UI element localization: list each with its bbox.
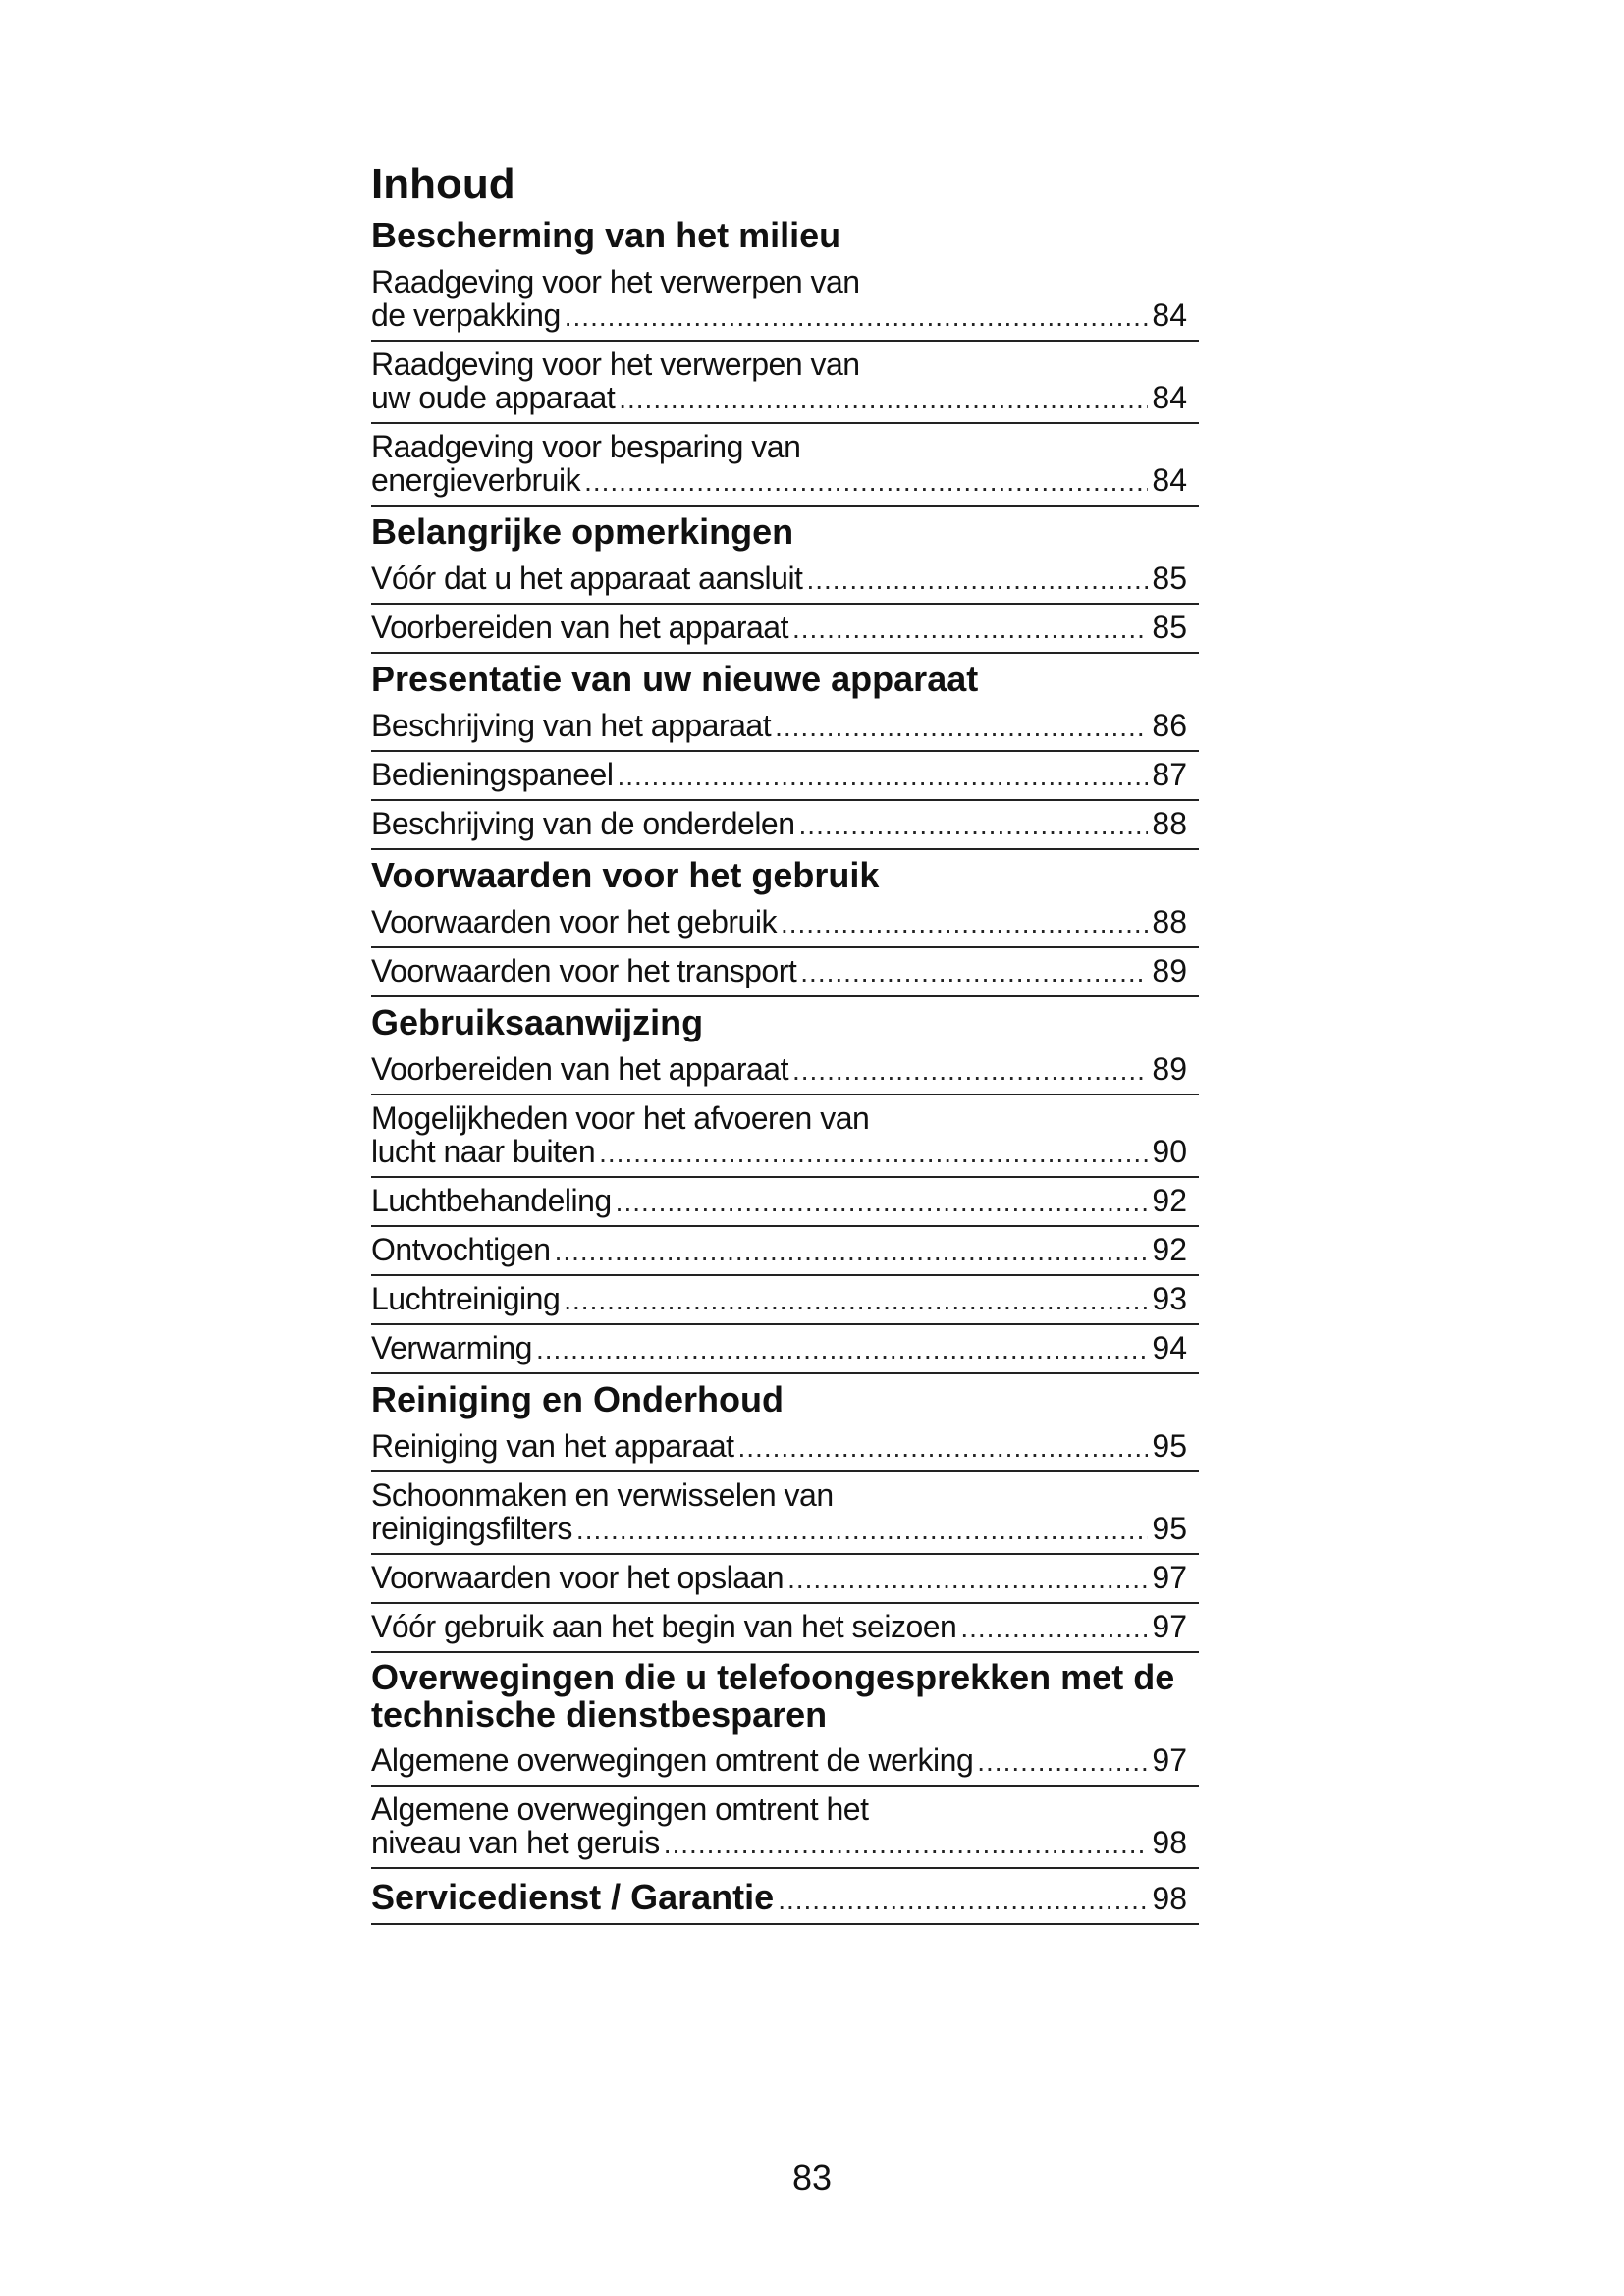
section-heading: Gebruiksaanwijzing — [371, 1002, 704, 1042]
entry-text-line1: Schoonmaken en verwisselen van — [371, 1477, 834, 1513]
toc-entry[interactable] — [371, 1325, 1199, 1374]
dot-leader — [564, 1284, 1148, 1317]
entry-text: Voorwaarden voor het opslaan — [371, 1560, 785, 1595]
entry-text: Voorbereiden van het apparaat — [371, 1051, 788, 1087]
entry-text: uw oude apparaat — [371, 380, 616, 415]
dot-leader — [619, 383, 1148, 416]
entry-page-number: 84 — [1152, 297, 1187, 333]
dot-leader — [787, 1563, 1148, 1596]
toc-section — [371, 512, 1199, 654]
entry-text: Voorwaarden voor het transport — [371, 953, 797, 988]
toc-entry[interactable] — [371, 899, 1199, 948]
entry-text: lucht naar buiten — [371, 1134, 596, 1169]
entry-page-number: 90 — [1152, 1134, 1187, 1169]
toc-entry[interactable] — [371, 1737, 1199, 1787]
toc-entry[interactable] — [371, 1555, 1199, 1604]
entry-text: Beschrijving van de onderdelen — [371, 806, 795, 841]
entry-page-number: 86 — [1152, 708, 1187, 743]
toc-section — [371, 1659, 1199, 1869]
entry-page-number: 87 — [1152, 757, 1187, 792]
entry-page-number: 85 — [1152, 561, 1187, 596]
dot-leader — [977, 1745, 1148, 1779]
toc-entry[interactable] — [371, 1472, 1199, 1555]
toc-entry[interactable] — [371, 424, 1199, 507]
toc-entry[interactable] — [371, 752, 1199, 801]
toc-section — [371, 1380, 1199, 1653]
dot-leader — [799, 809, 1149, 842]
dot-leader — [775, 711, 1148, 744]
toc-entry[interactable] — [371, 556, 1199, 605]
dot-leader — [617, 760, 1148, 793]
toc-entry[interactable] — [371, 801, 1199, 850]
entry-page-number: 92 — [1152, 1183, 1187, 1218]
section-heading: Belangrijke opmerkingen — [371, 511, 794, 552]
toc-section — [371, 660, 1199, 850]
toc-section — [371, 856, 1199, 997]
dot-leader — [792, 1054, 1148, 1088]
entry-page-number: 93 — [1152, 1281, 1187, 1316]
entry-text: energieverbruik — [371, 462, 581, 498]
dot-leader — [664, 1828, 1149, 1861]
entry-page-number: 95 — [1152, 1428, 1187, 1464]
toc-title: Inhoud — [371, 160, 515, 208]
toc-entry[interactable] — [371, 342, 1199, 424]
toc-entry[interactable] — [371, 1227, 1199, 1276]
entry-page-number: 98 — [1152, 1825, 1187, 1860]
section-heading: Presentatie van uw nieuwe apparaat — [371, 659, 979, 699]
entry-text: Voorwaarden voor het gebruik — [371, 904, 777, 939]
dot-leader — [960, 1612, 1148, 1645]
section-heading: Reiniging en Onderhoud — [371, 1379, 784, 1419]
dot-leader — [616, 1186, 1149, 1219]
toc-section — [371, 216, 1199, 507]
entry-text: Servicedienst / Garantie — [371, 1877, 775, 1917]
entry-page-number: 97 — [1152, 1742, 1187, 1778]
entry-text: Verwarming — [371, 1330, 532, 1365]
entry-page-number: 97 — [1152, 1560, 1187, 1595]
entry-page-number: 94 — [1152, 1330, 1187, 1365]
entry-text: Bedieningspaneel — [371, 757, 614, 792]
table-of-contents — [371, 159, 1199, 1925]
entry-text: Algemene overwegingen omtrent de werking — [371, 1742, 974, 1778]
toc-entry[interactable] — [371, 1178, 1199, 1227]
dot-leader — [555, 1235, 1149, 1268]
entry-text: niveau van het geruis — [371, 1825, 660, 1860]
dot-leader — [565, 300, 1149, 334]
dot-leader — [738, 1431, 1149, 1465]
toc-entry[interactable] — [371, 703, 1199, 752]
entry-text: Ontvochtigen — [371, 1232, 551, 1267]
entry-page-number: 89 — [1152, 1051, 1187, 1087]
entry-text: reinigingsfilters — [371, 1511, 572, 1546]
entry-page-number: 88 — [1152, 904, 1187, 939]
entry-text: de verpakking — [371, 297, 561, 333]
entry-text: Luchtreiniging — [371, 1281, 561, 1316]
toc-entry[interactable] — [371, 1276, 1199, 1325]
entry-text: Beschrijving van het apparaat — [371, 708, 772, 743]
toc-entry[interactable] — [371, 1046, 1199, 1095]
dot-leader — [599, 1137, 1148, 1170]
entry-text-line1: Algemene overwegingen omtrent het — [371, 1791, 869, 1827]
entry-text: Luchtbehandeling — [371, 1183, 612, 1218]
entry-page-number: 89 — [1152, 953, 1187, 988]
entry-page-number: 97 — [1152, 1609, 1187, 1644]
dot-leader — [781, 907, 1148, 940]
dot-leader — [584, 465, 1148, 499]
dot-leader — [778, 1884, 1148, 1917]
toc-section — [371, 1003, 1199, 1374]
entry-text-line1: Raadgeving voor het verwerpen van — [371, 264, 860, 299]
dot-leader — [792, 613, 1148, 646]
entry-page-number: 84 — [1152, 462, 1187, 498]
toc-entry[interactable] — [371, 1423, 1199, 1472]
dot-leader — [536, 1333, 1148, 1366]
entry-page-number: 92 — [1152, 1232, 1187, 1267]
entry-text: Reiniging van het apparaat — [371, 1428, 734, 1464]
entry-page-number: 88 — [1152, 806, 1187, 841]
toc-entry[interactable] — [371, 1095, 1199, 1178]
entry-text: Vóór dat u het apparaat aansluit — [371, 561, 803, 596]
dot-leader — [800, 956, 1148, 989]
toc-entry[interactable] — [371, 1604, 1199, 1653]
entry-text-line1: Raadgeving voor het verwerpen van — [371, 347, 860, 382]
entry-page-number: 85 — [1152, 610, 1187, 645]
section-heading: Bescherming van het milieu — [371, 215, 841, 255]
entry-text: Voorbereiden van het apparaat — [371, 610, 788, 645]
toc-entry[interactable] — [371, 259, 1199, 342]
toc-entry[interactable] — [371, 948, 1199, 997]
toc-entry[interactable] — [371, 1787, 1199, 1869]
page-number: 83 — [791, 2158, 833, 2198]
toc-entry-service[interactable] — [371, 1875, 1199, 1925]
toc-entry[interactable] — [371, 605, 1199, 654]
dot-leader — [576, 1514, 1148, 1547]
entry-text-line1: Raadgeving voor besparing van — [371, 429, 801, 464]
entry-page-number: 98 — [1152, 1881, 1187, 1916]
entry-text-line1: Mogelijkheden voor het afvoeren van — [371, 1100, 870, 1136]
entry-text: Vóór gebruik aan het begin van het seizoen — [371, 1609, 957, 1644]
section-heading: Overwegingen die u telefoongesprekken met de technische dienstbesparen — [371, 1657, 1175, 1735]
dot-leader — [806, 563, 1148, 597]
entry-page-number: 95 — [1152, 1511, 1187, 1546]
section-heading: Voorwaarden voor het gebruik — [371, 855, 880, 895]
entry-page-number: 84 — [1152, 380, 1187, 415]
